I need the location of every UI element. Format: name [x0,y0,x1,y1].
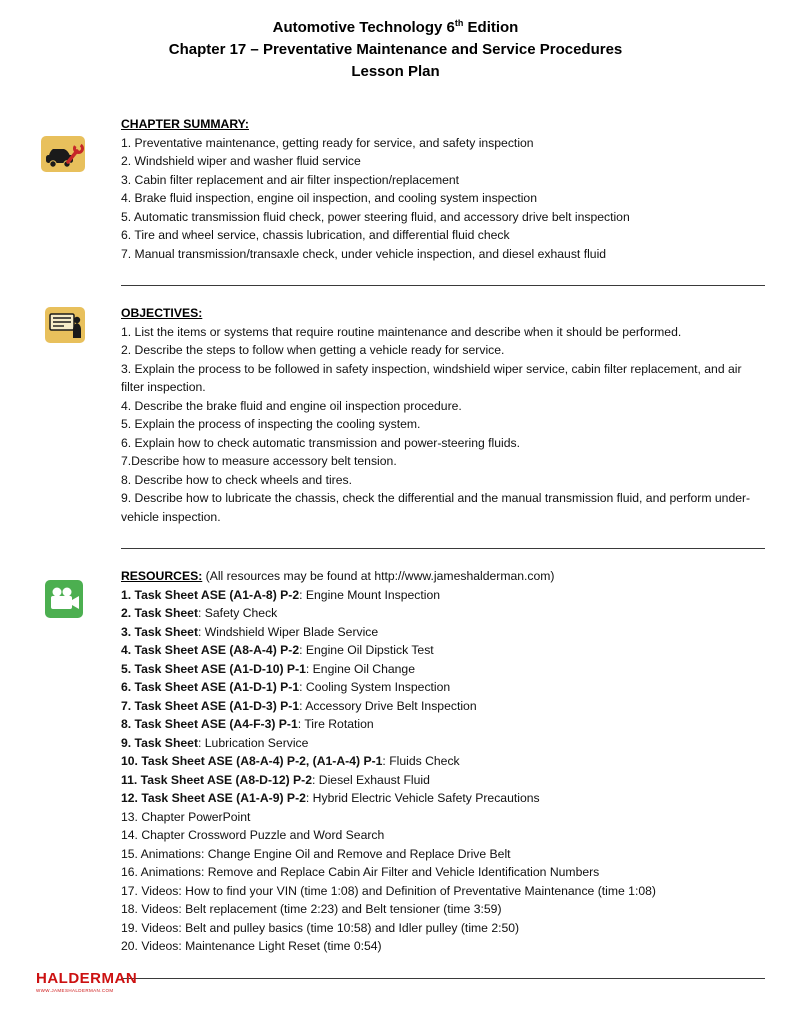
resource-item-text: 20. Videos: Maintenance Light Reset (time 0:54) [121,939,382,953]
resource-item [121,678,765,697]
resource-item-bold: 12. Task Sheet ASE (A1-A-9) P-2 [121,791,306,805]
resource-item-text: 14. Chapter Crossword Puzzle and Word Search [121,828,385,842]
resource-item-bold: 4. Task Sheet ASE (A8-A-4) P-2 [121,643,300,657]
resource-item-text: : Lubrication Service [198,735,309,750]
chapter-summary-heading [121,115,765,134]
resource-item-text: 19. Videos: Belt and pulley basics (time 10:58) and Idler pulley (time 2:50) [121,920,520,935]
resource-item [121,900,765,919]
resource-item-bold: 8. Task Sheet ASE (A4-F-3) P-1 [121,717,298,731]
resource-item [121,660,765,679]
resource-item [121,808,765,827]
resource-item [121,697,765,716]
resource-item-bold: 10. Task Sheet ASE (A8-A-4) P-2, (A1-A-4) P-1 [121,754,383,768]
resource-item-text: : Safety Check [198,606,278,620]
objective-item: 2. Describe the steps to follow when getting a vehicle ready for service. [121,343,505,357]
objectives-heading [121,304,765,323]
resource-item [121,863,765,882]
resource-item [121,586,765,605]
objective-item: 1. List the items or systems that require routine maintenance and describe when it should be performed. [121,324,682,339]
resource-item-text: : Windshield Wiper Blade Service [198,624,379,639]
resources-heading-note: (All resources may be found at http://www.jameshalderman.com) [202,569,555,583]
resource-item [121,789,765,808]
objective-item: 4. Describe the brake fluid and engine oil inspection procedure. [121,398,462,413]
title-line-1 [0,12,791,39]
resource-item-bold: 11. Task Sheet ASE (A8-D-12) P-2 [121,772,313,787]
resource-item-text: : Cooling System Inspection [299,680,451,694]
objectives-heading-text: OBJECTIVES: [121,306,203,320]
resource-item [121,623,765,642]
section-divider [121,285,765,286]
presentation-board-icon [44,306,86,349]
objective-item: 7.Describe how to measure accessory belt tension. [121,454,397,468]
objective-item: 9. Describe how to lubricate the chassis, check the differential and the manual transmission fluid, and perform under-vehicle inspection. [121,491,751,524]
resource-item-bold: 6. Task Sheet ASE (A1-D-1) P-1 [121,680,300,694]
resource-item-text: : Engine Oil Change [305,661,415,676]
halderman-logo-text: HALDERMAN [36,970,138,987]
section-objectives [121,304,765,526]
car-repair-icon [40,135,86,178]
section-chapter-summary [121,115,765,263]
resource-item-bold: 9. Task Sheet [121,735,198,750]
resource-item [121,845,765,864]
chapter-summary-item: 5. Automatic transmission fluid check, power steering fluid, and accessory drive belt inspection [121,209,630,224]
resource-item-text: : Hybrid Electric Vehicle Safety Precautions [305,791,540,805]
objectives-list [121,323,765,527]
chapter-summary-item: 7. Manual transmission/transaxle check, under vehicle inspection, and diesel exhaust fluid [121,246,607,261]
section-divider [121,978,765,979]
resource-item-text: 18. Videos: Belt replacement (time 2:23) and Belt tensioner (time 3:59) [121,902,502,916]
resource-item [121,604,765,623]
halderman-logo-subtext: WWW.JAMESHALDERMAN.COM [36,988,114,993]
chapter-summary-item: 2. Windshield wiper and washer fluid service [121,154,361,168]
resource-item-text: : Tire Rotation [297,717,374,731]
chapter-summary-heading-text: CHAPTER SUMMARY: [121,117,249,131]
resource-item [121,937,765,956]
resource-item-text: : Diesel Exhaust Fluid [312,772,430,787]
resources-list [121,586,765,956]
title-line-2: Chapter 17 – Preventative Maintenance and Service Procedures [168,41,623,58]
document-title [0,0,791,83]
halderman-logo [36,971,137,993]
objective-item: 5. Explain the process of inspecting the cooling system. [121,417,421,431]
resource-item-bold: 7. Task Sheet ASE (A1-D-3) P-1 [121,698,300,713]
resource-item [121,919,765,938]
resource-item-text: : Fluids Check [382,754,460,768]
resource-item [121,826,765,845]
resources-heading-text: RESOURCES: [121,569,203,583]
objective-item: 3. Explain the process to be followed in safety inspection, windshield wiper service, cabin filter replacement, and air filter inspection. [121,361,742,394]
section-divider [121,548,765,549]
resource-item [121,752,765,771]
title-edition-post: Edition [463,19,519,36]
resource-item-bold: 2. Task Sheet [121,606,198,620]
video-camera-icon [44,579,84,624]
resource-item [121,641,765,660]
resource-item [121,771,765,790]
section-resources [121,567,765,956]
chapter-summary-item: 4. Brake fluid inspection, engine oil inspection, and cooling system inspection [121,191,537,205]
title-line-3: Lesson Plan [351,63,440,80]
resource-item-text: 17. Videos: How to find your VIN (time 1:08) and Definition of Preventative Maintenance (time 1:08) [121,883,656,898]
resource-item-text: 15. Animations: Change Engine Oil and Remove and Replace Drive Belt [121,846,511,861]
objective-item: 6. Explain how to check automatic transmission and power-steering fluids. [121,435,520,450]
resource-item-bold: 1. Task Sheet ASE (A1-A-8) P-2 [121,587,300,602]
chapter-summary-item: 6. Tire and wheel service, chassis lubrication, and differential fluid check [121,228,510,242]
resource-item [121,882,765,901]
chapter-summary-item: 3. Cabin filter replacement and air filter inspection/replacement [121,172,460,187]
resource-item-bold: 5. Task Sheet ASE (A1-D-10) P-1 [121,661,306,676]
resource-item [121,715,765,734]
resource-item-text: : Accessory Drive Belt Inspection [299,698,477,713]
resources-heading [121,567,765,586]
resource-item-bold: 3. Task Sheet [121,624,198,639]
chapter-summary-list [121,134,765,264]
title-edition-pre: Automotive Technology 6 [272,19,455,36]
resource-item-text: : Engine Mount Inspection [299,587,441,602]
objective-item: 8. Describe how to check wheels and tires. [121,472,352,487]
resource-item-text: 16. Animations: Remove and Replace Cabin Air Filter and Vehicle Identification Numbers [121,865,600,879]
resource-item [121,734,765,753]
document-body [121,115,765,979]
title-edition-sup: th [454,18,464,28]
chapter-summary-item: 1. Preventative maintenance, getting ready for service, and safety inspection [121,135,534,150]
resource-item-text: 13. Chapter PowerPoint [121,809,251,824]
resource-item-text: : Engine Oil Dipstick Test [299,643,434,657]
